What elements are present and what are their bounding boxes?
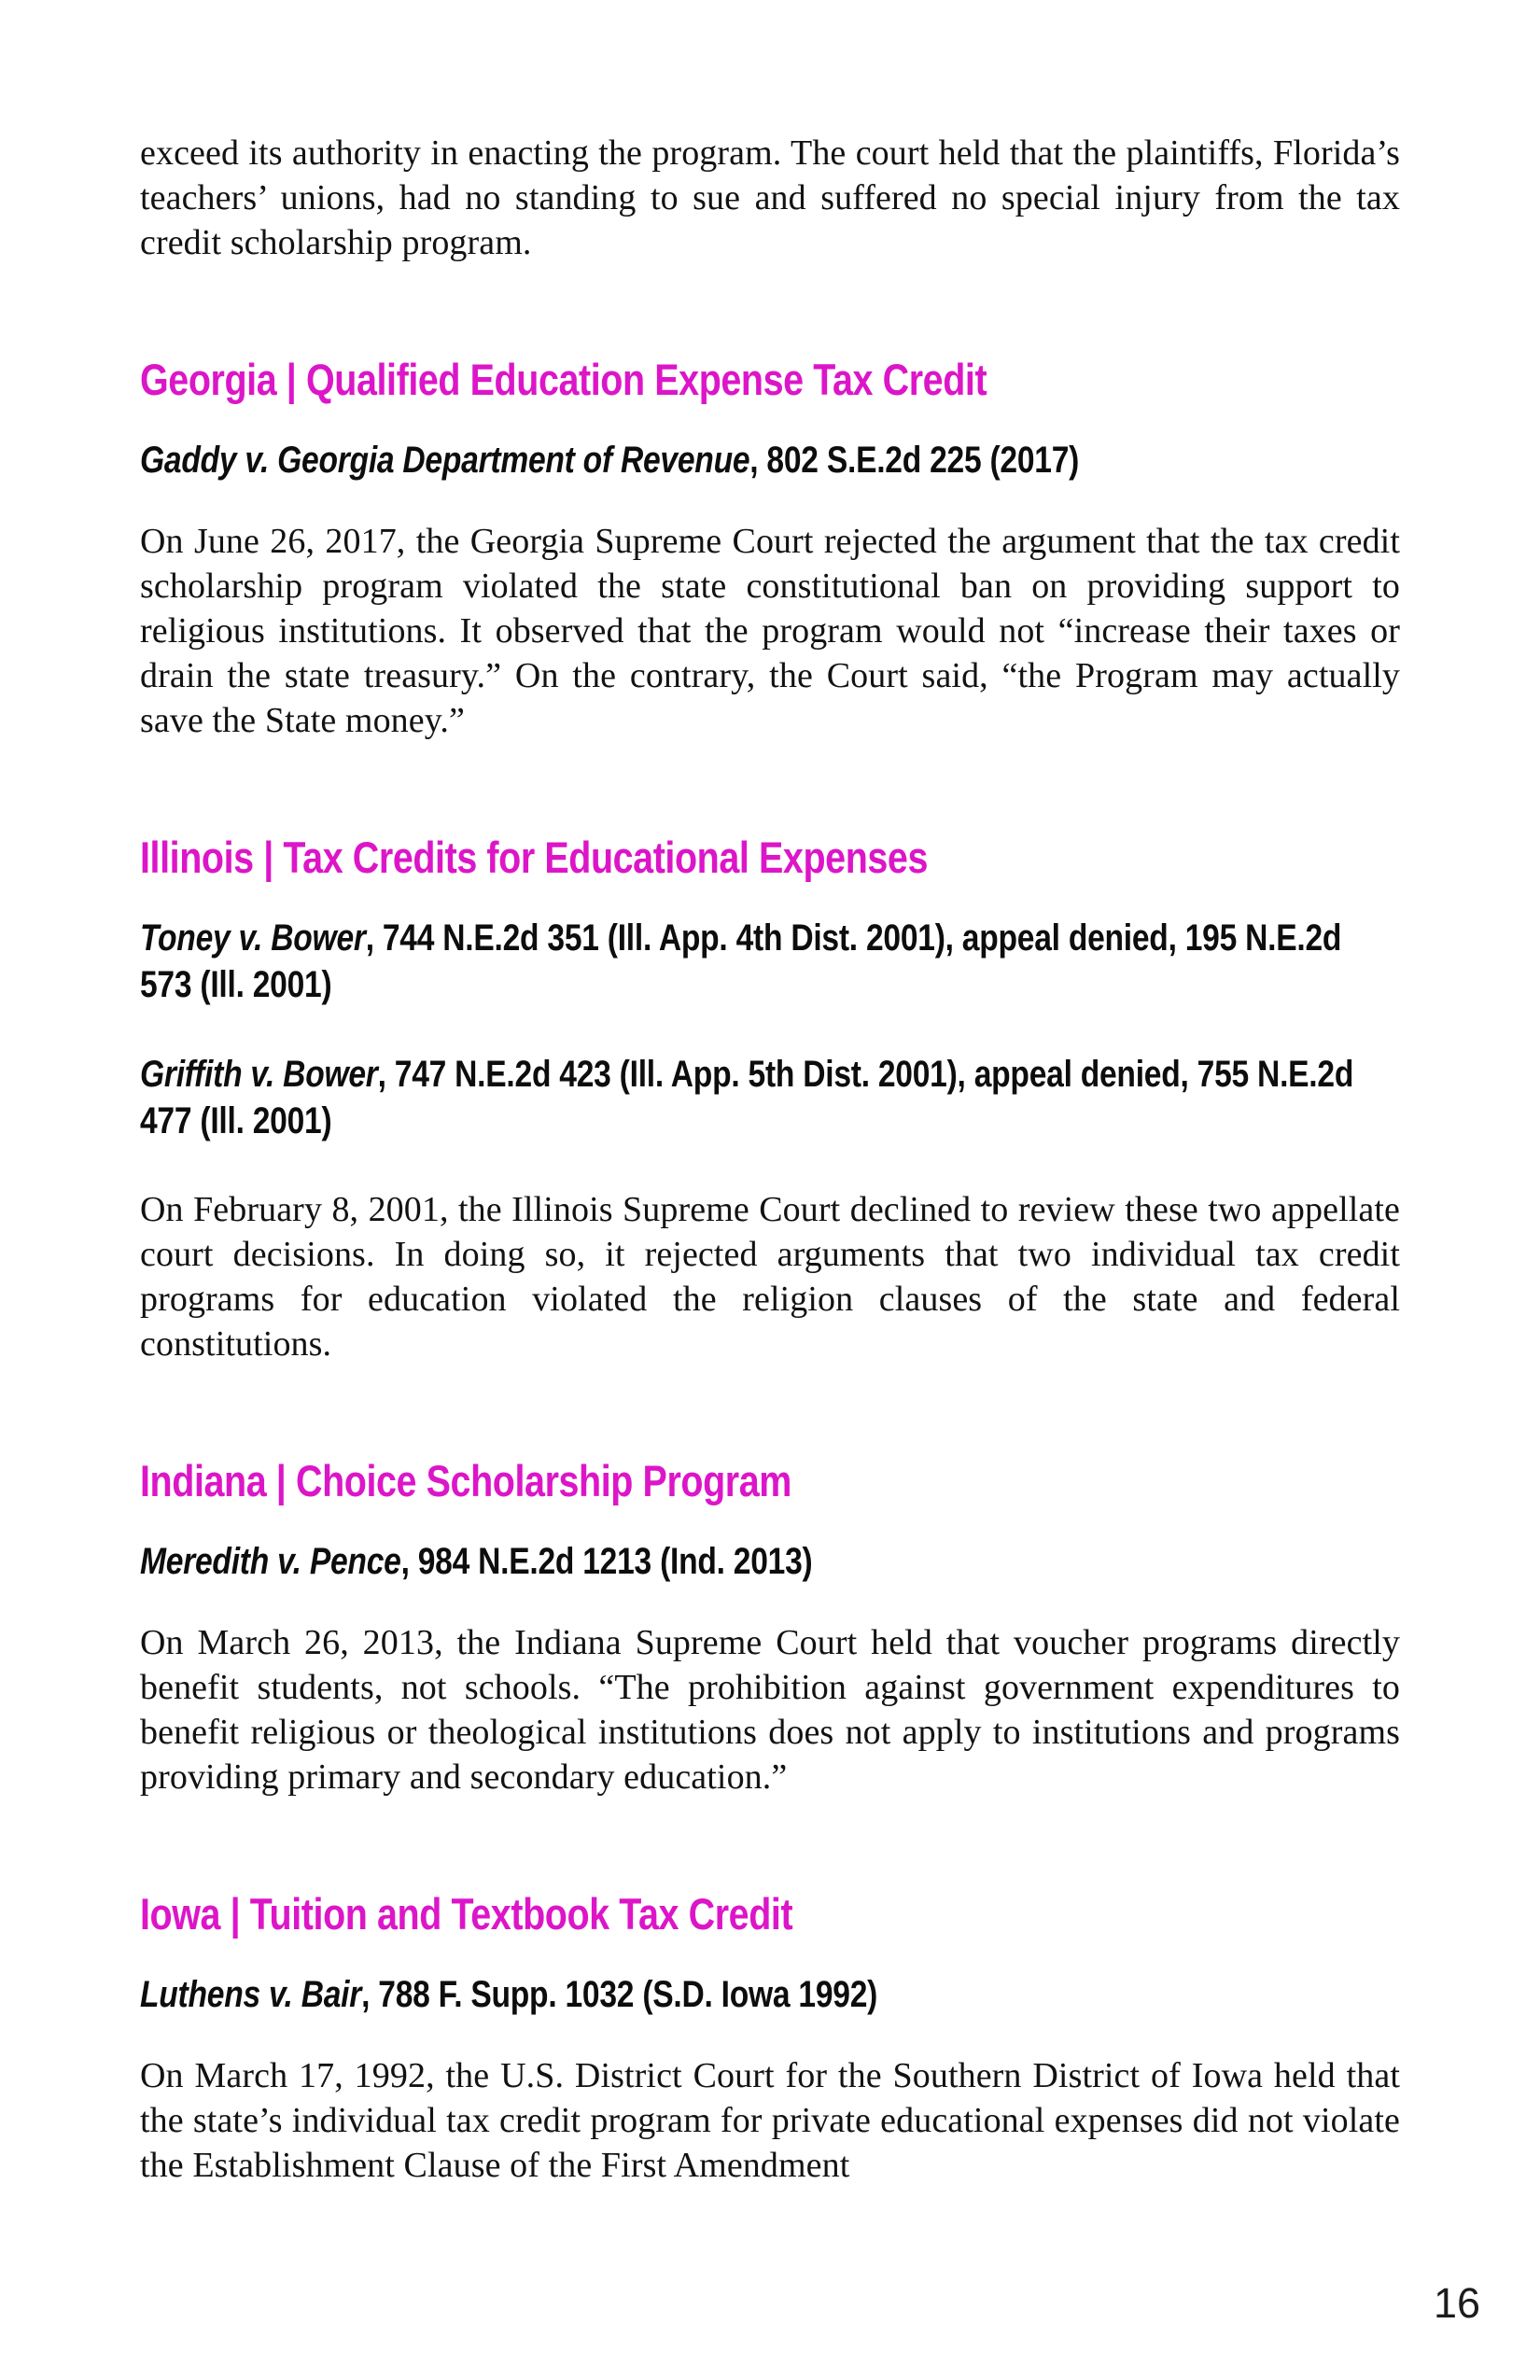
citation-reference: , 747 N.E.2d 423 (Ill. App. 5th Dist. 2001), appeal denied, 755 N.E.2d 477 (Ill. 2001) <box>140 1054 1354 1141</box>
case-citation-gaddy <box>140 437 1400 483</box>
content-column <box>140 131 1400 2188</box>
body-paragraph-iowa: On March 17, 1992, the U.S. District Court for the Southern District of Iowa held that the state’s individual tax credit program for private educational expenses did not violate the Establishment Clause of the First Amendment <box>140 2056 1400 2185</box>
section-illinois <box>140 833 1400 1366</box>
case-name: Toney v. Bower <box>140 917 366 959</box>
section-heading-georgia: Georgia | Qualified Education Expense Tax Credit <box>140 355 987 404</box>
citation-reference: , 744 N.E.2d 351 (Ill. App. 4th Dist. 2001), appeal denied, 195 N.E.2d 573 (Ill. 2001) <box>140 917 1342 1005</box>
citation-group-illinois <box>140 915 1400 1144</box>
citation-reference: , 788 F. Supp. 1032 (S.D. Iowa 1992) <box>361 1974 878 2015</box>
page-number: 16 <box>1433 2279 1480 2327</box>
body-paragraph-illinois: On February 8, 2001, the Illinois Supreme Court declined to review these two appellate court decisions. In doing so, it rejected arguments that two individual tax credit programs for education violated the religion clauses of the state and federal constitutions. <box>140 1190 1400 1364</box>
section-georgia <box>140 355 1400 743</box>
case-citation-toney <box>140 915 1400 1008</box>
case-name: Gaddy v. Georgia Department of Revenue <box>140 440 750 481</box>
citation-reference: , 802 S.E.2d 225 (2017) <box>749 440 1080 481</box>
section-heading-indiana: Indiana | Choice Scholarship Program <box>140 1456 791 1505</box>
section-heading-iowa: Iowa | Tuition and Textbook Tax Credit <box>140 1889 793 1939</box>
case-name: Meredith v. Pence <box>140 1541 401 1582</box>
body-paragraph-indiana: On March 26, 2013, the Indiana Supreme Court held that voucher programs directly benefit students, not schools. “The prohibition against government expenditures to benefit religious or theological institutions does not apply to institutions and programs providing primary and secondary education.” <box>140 1623 1400 1797</box>
case-citation-luthens <box>140 1971 1400 2018</box>
section-indiana <box>140 1456 1400 1799</box>
case-citation-meredith <box>140 1538 1400 1585</box>
case-name: Luthens v. Bair <box>140 1974 362 2015</box>
body-paragraph-georgia: On June 26, 2017, the Georgia Supreme Court rejected the argument that the tax credit scholarship program violated the state constitutional ban on providing support to religious institutions. It observed that the program would not “increase their taxes or drain the state treasury.” On the contrary, the Court said, “the Program may actually save the State money.” <box>140 522 1400 740</box>
section-iowa <box>140 1889 1400 2188</box>
case-name: Griffith v. Bower <box>140 1054 378 1095</box>
intro-paragraph: exceed its authority in enacting the program. The court held that the plaintiffs, Florida’s teachers’ unions, had no standing to sue and suffered no special injury from the tax credit scholarship program. <box>140 133 1400 262</box>
case-citation-griffith <box>140 1051 1400 1144</box>
section-heading-illinois: Illinois | Tax Credits for Educational Expenses <box>140 833 929 882</box>
citation-reference: , 984 N.E.2d 1213 (Ind. 2013) <box>400 1541 813 1582</box>
